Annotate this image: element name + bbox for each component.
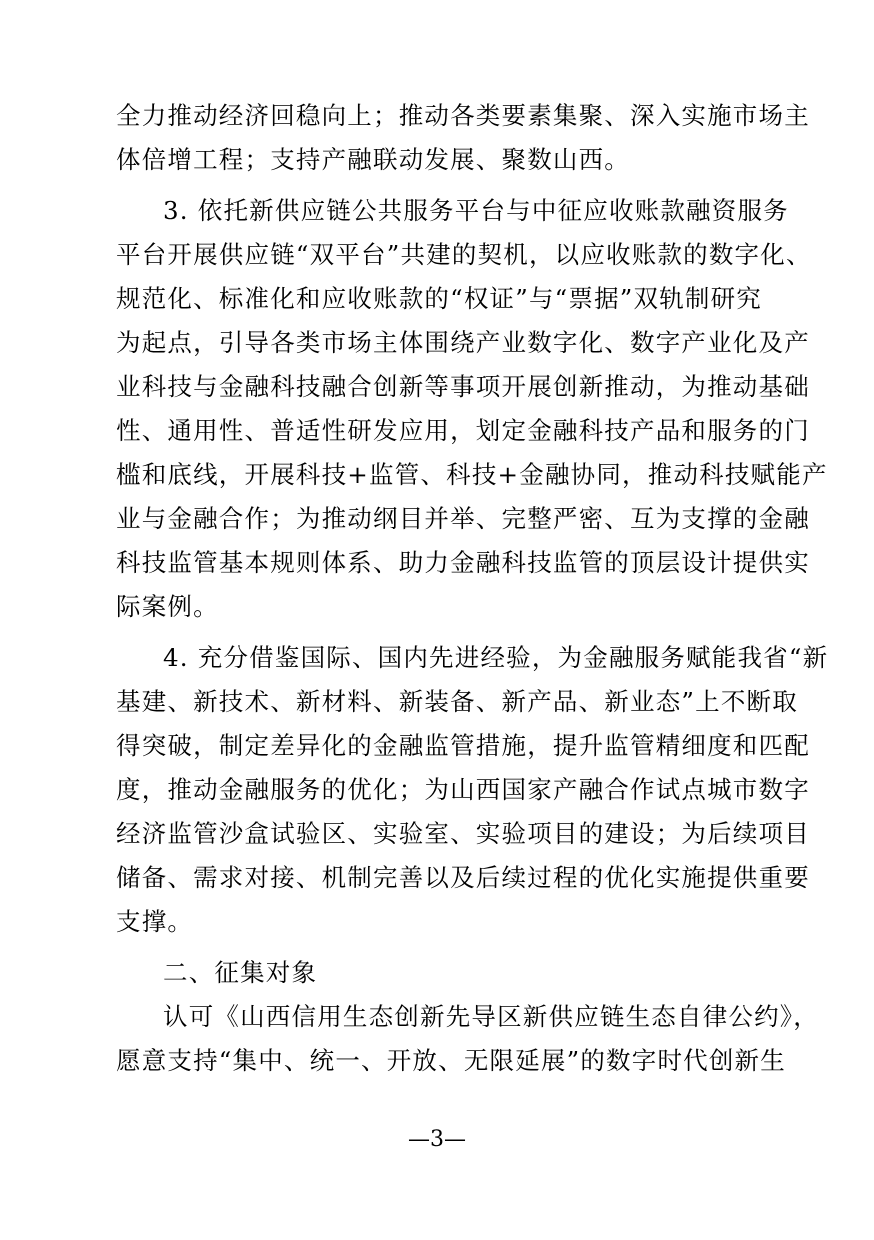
text-line: 体倍增工程；支持产融联动发展、聚数山西。 [116,145,630,174]
text-line: 际案例。 [116,592,219,621]
text-line: 储备、需求对接、机制完善以及后续过程的优化实施提供重要 [116,863,810,892]
text-line: 得突破，制定差异化的金融监管措施，提升监管精细度和匹配 [116,731,810,760]
text-line: 为起点，引导各类市场主体围绕产业数字化、数字产业化及产 [116,328,810,357]
text-line: 3. 依托新供应链公共服务平台与中征应收账款融资服务 [163,196,789,225]
text-line: 业科技与金融科技融合创新等事项开展创新推动，为推动基础 [116,372,810,401]
text-line: 平台开展供应链“双平台”共建的契机，以应收账款的数字化、 [116,240,812,269]
page-number: —3— [408,1127,466,1152]
text-line: 4. 充分借鉴国际、国内先进经验，为金融服务赋能我省“新 [163,643,829,672]
text-line: 规范化、标准化和应收账款的“权证”与“票据”双轨制研究 [116,284,762,313]
text-line: 度，推动金融服务的优化；为山西国家产融合作试点城市数字 [116,775,810,804]
text-line: 全力推动经济回稳向上；推动各类要素集聚、深入实施市场主 [116,101,810,130]
text-line: 基建、新技术、新材料、新装备、新产品、新业态”上不断取 [116,687,798,716]
text-line: 愿意支持“集中、统一、开放、无限延展”的数字时代创新生 [116,1046,786,1075]
text-line: 业与金融合作；为推动纲目并举、完整严密、互为支撑的金融 [116,504,810,533]
text-line: 槛和底线，开展科技+监管、科技+金融协同，推动科技赋能产 [116,460,828,489]
section-heading: 二、征集对象 [163,958,318,987]
text-line: 经济监管沙盒试验区、实验室、实验项目的建设；为后续项目 [116,819,810,848]
text-line: 性、通用性、普适性研发应用，划定金融科技产品和服务的门 [116,416,810,445]
text-line: 科技监管基本规则体系、助力金融科技监管的顶层设计提供实 [116,548,810,577]
text-line: 支撑。 [116,907,194,936]
text-line: 认可《山西信用生态创新先导区新供应链生态自律公约》， [163,1002,819,1031]
